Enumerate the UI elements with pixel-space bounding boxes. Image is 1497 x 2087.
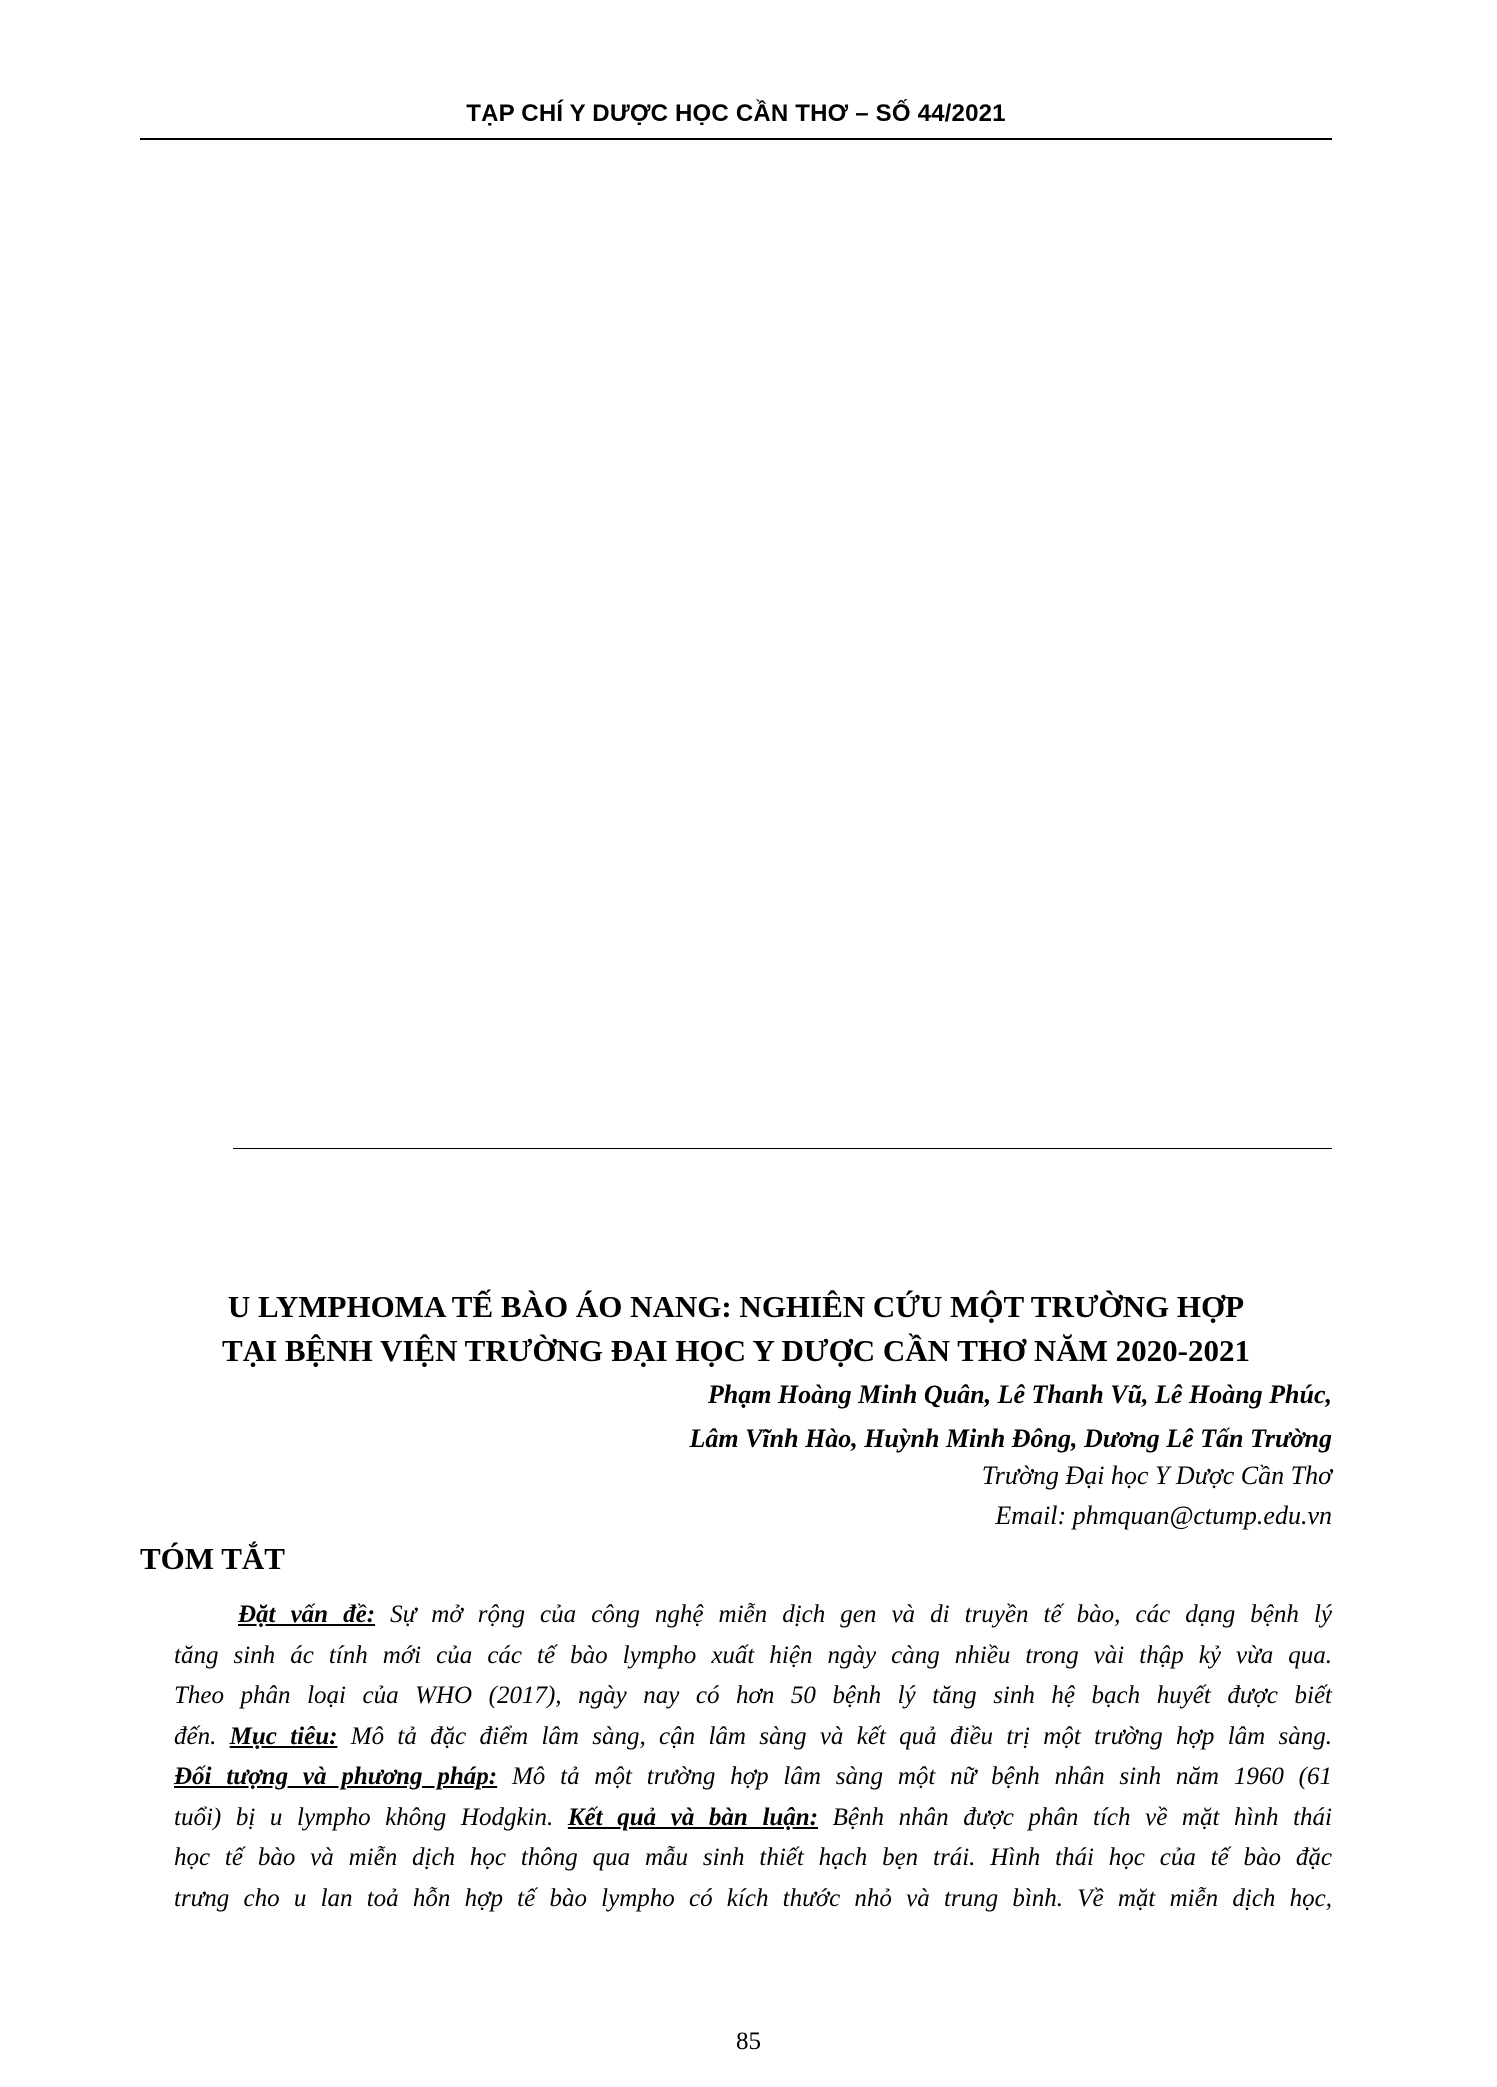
section-divider-rule: [233, 1148, 1332, 1149]
author-list: [689, 1373, 1332, 1461]
affiliation-block: [982, 1456, 1332, 1536]
abstract-heading: TÓM TẮT: [140, 1541, 285, 1576]
page-number: 85: [736, 2028, 761, 2055]
abstract-body: [174, 1595, 1332, 1919]
background-label: Đặt vấn đề:: [238, 1601, 376, 1628]
affiliation-name: Trường Đại học Y Dược Cần Thơ: [981, 1461, 1332, 1490]
abstract-line: Đối tượng và phương pháp: Mô tả một trường hợp lâm sàng một nữ bệnh nhân sinh năm 1960 (61: [174, 1763, 1332, 1790]
header-rule: [140, 138, 1332, 140]
abstract-line: đến. Mục tiêu: Mô tả đặc điểm lâm sàng, cận lâm sàng và kết quả điều trị một trường hợp lâm sàng.: [174, 1722, 1332, 1750]
title-line-1: U LYMPHOMA TẾ BÀO ÁO NANG: NGHIÊN CỨU MỘT TRƯỜNG HỢP: [227, 1289, 1245, 1324]
abstract-line: trưng cho u lan toả hỗn hợp tế bào lympho có kích thước nhỏ và trung bình. Về mặt miễn dịch học,: [174, 1884, 1332, 1912]
objective-label: Mục tiêu:: [229, 1722, 338, 1750]
author-line-1: Phạm Hoàng Minh Quân, Lê Thanh Vũ, Lê Hoàng Phúc,: [707, 1380, 1332, 1409]
abstract-line: học tế bào và miễn dịch học thông qua mẫu sinh thiết hạch bẹn trái. Hình thái học của tế bào đặc: [174, 1844, 1332, 1871]
abstract-line: tuổi) bị u lympho không Hodgkin. Kết quả và bàn luận: Bệnh nhân được phân tích về mặt hình thái: [174, 1803, 1332, 1831]
results-label: Kết quả và bàn luận:: [567, 1803, 819, 1831]
abstract-line: tăng sinh ác tính mới của các tế bào lympho xuất hiện ngày càng nhiều trong vài thập kỷ vừa qua.: [174, 1641, 1332, 1669]
article-title: [140, 1285, 1332, 1373]
journal-header: TẠP CHÍ Y DƯỢC HỌC CẦN THƠ – SỐ 44/2021: [466, 100, 1006, 127]
title-line-2: TẠI BỆNH VIỆN TRƯỜNG ĐẠI HỌC Y DƯỢC CẦN THƠ NĂM 2020-2021: [222, 1333, 1250, 1368]
corresponding-email: Email: phmquan@ctump.edu.vn: [995, 1501, 1332, 1530]
abstract-line: Đặt vấn đề: Sự mở rộng của công nghệ miễn dịch gen và di truyền tế bào, các dạng bệnh lý: [238, 1601, 1332, 1628]
methods-label: Đối tượng và phương pháp:: [174, 1763, 498, 1790]
abstract-line: Theo phân loại của WHO (2017), ngày nay có hơn 50 bệnh lý tăng sinh hệ bạch huyết được biết: [174, 1682, 1332, 1709]
author-line-2: Lâm Vĩnh Hào, Huỳnh Minh Đông, Dương Lê Tấn Trường: [689, 1424, 1332, 1453]
